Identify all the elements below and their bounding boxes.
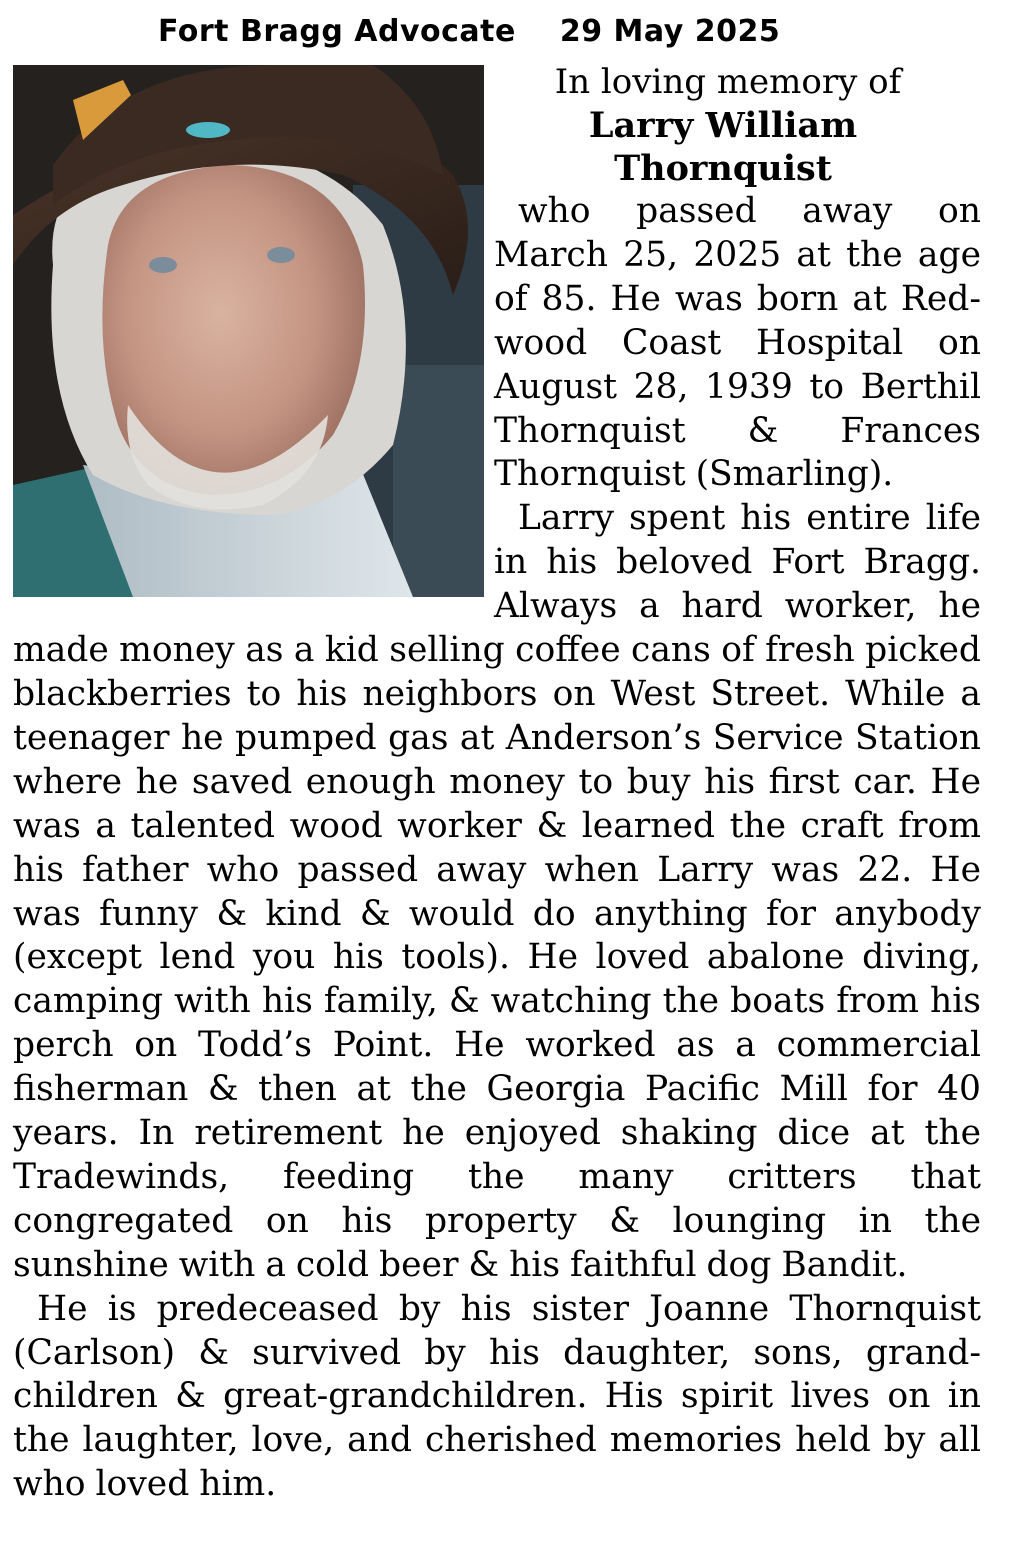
memorial-heading (494, 60, 982, 190)
memorial-intro: In loving memory of (554, 62, 902, 102)
paragraph-life (13, 497, 981, 1287)
paragraph-family (13, 1288, 981, 1508)
obituary-body (13, 190, 981, 1507)
paragraph-text: who passed away on March 25, 2025 at the age of 85. He was born at Redwood Coast Hospital on August 28, 1939 to Berthil Thornquist & Frances Thornquist (Smarling). (494, 191, 981, 495)
masthead (158, 10, 780, 54)
deceased-name-first: Larry William (588, 105, 858, 146)
paragraph-text: He is predeceased by his sister Joanne Thornquist (Carlson) & survived by his daughter, sons, grandchildren & great-grandchildren. His spirit lives on in the laughter, love, and cherished memories held by all who loved him. (13, 1288, 981, 1505)
publication-name: Fort Bragg Advocate (158, 14, 516, 49)
paragraph-text: Larry spent his entire life in his beloved Fort Bragg. Always a hard worker, he made money as a kid selling coffee cans of fresh picked blackberries to his neighbors on West Street. While a teenager he pumped gas at Anderson’s Service Station where he saved enough money to buy his first car. He was a talented wood worker & learned the craft from his father who passed away when Larry was 22. He was funny & kind & would do anything for anybody (except lend you his tools). He loved abalone diving, camping with his family, & watching the boats from his perch on Todd’s Point. He worked as a commercial fisherman & then at the Georgia Pacific Mill for 40 years. In retirement he enjoyed shaking dice at the Tradewinds, feeding the many critters that congregated on his property & lounging in the sunshine with a cold beer & his faithful dog Bandit. (13, 498, 981, 1285)
publication-date: 29 May 2025 (559, 14, 781, 49)
deceased-name-last: Thornquist (614, 148, 832, 189)
